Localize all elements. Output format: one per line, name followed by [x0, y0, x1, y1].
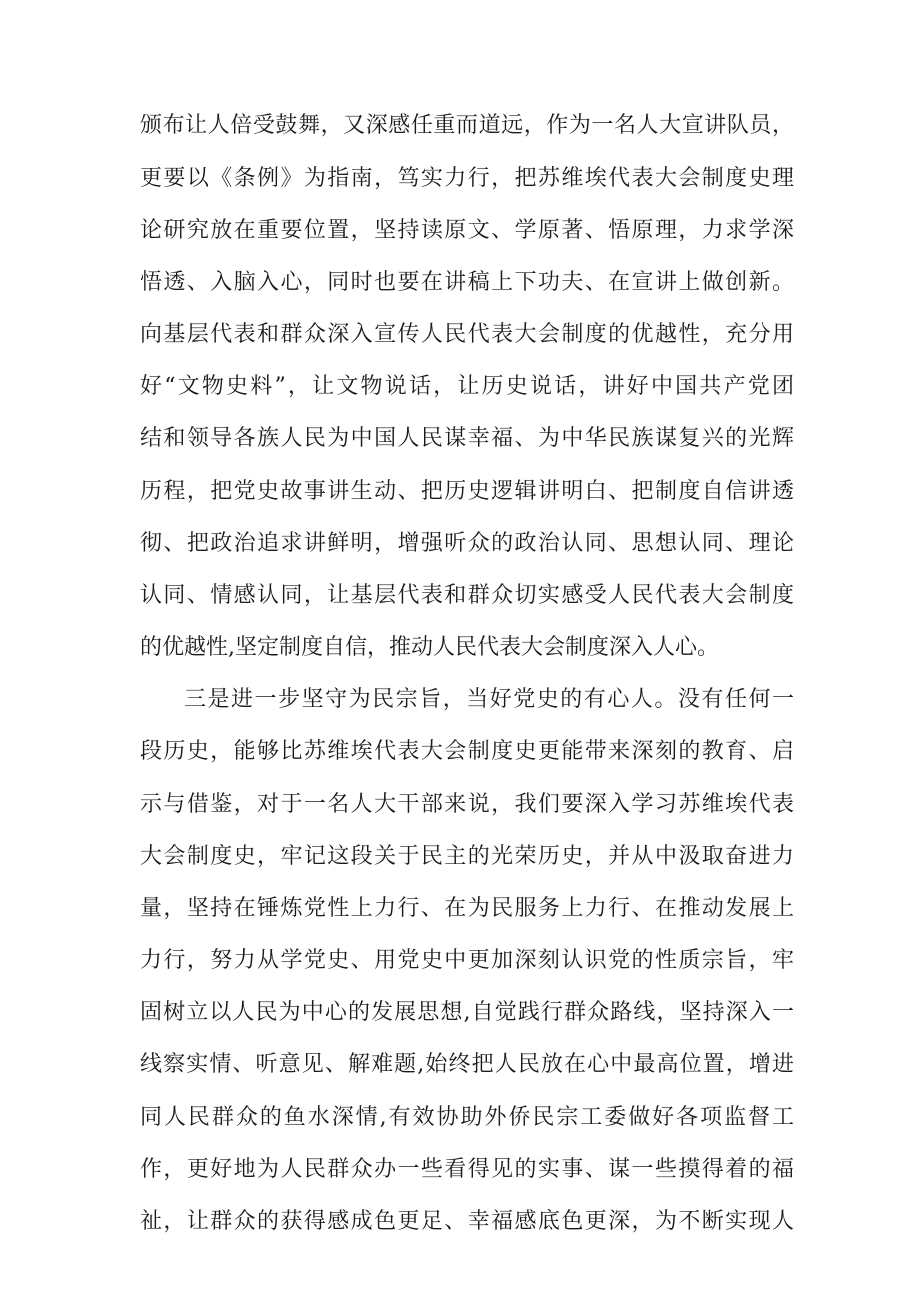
- text-line-8: 历程，把党史故事讲生动、把历史逻辑讲明白、把制度自信讲透: [140, 479, 794, 504]
- text-line-16: 量，坚持在锤炼党性上力行、在为民服务上力行、在推动发展上: [140, 896, 794, 921]
- text-line-19: 线察实情、听意见、解难题,始终把人民放在心中最高位置，增进: [140, 1052, 794, 1077]
- text-line-11: 的优越性,坚定制度自信，推动人民代表大会制度深入人心。: [140, 635, 719, 660]
- text-line-21: 作，更好地为人民群众办一些看得见的实事、谋一些摸得着的福: [140, 1157, 794, 1182]
- text-line-7: 结和领导各族人民为中国人民谋幸福、为中华民族谋复兴的光辉: [140, 426, 794, 451]
- text-line-17: 力行，努力从学党史、用党史中更加深刻认识党的性质宗旨，牢: [140, 948, 794, 973]
- text-line-12: 三是进一步坚守为民宗旨，当好党史的有心人。没有任何一: [184, 687, 794, 712]
- text-line-1: 颁布让人倍受鼓舞，又深感任重而道远，作为一名人大宣讲队员，: [140, 113, 794, 138]
- text-line-3: 论研究放在重要位置，坚持读原文、学原著、悟原理，力求学深: [140, 218, 794, 243]
- text-line-5: 向基层代表和群众深入宣传人民代表大会制度的优越性，充分用: [140, 322, 794, 347]
- text-line-4: 悟透、入脑入心，同时也要在讲稿上下功夫、在宣讲上做创新。: [140, 270, 794, 295]
- text-line-20: 同人民群众的鱼水深情,有效协助外侨民宗工委做好各项监督工: [140, 1105, 794, 1130]
- text-line-10: 认同、情感认同，让基层代表和群众切实感受人民代表大会制度: [140, 583, 794, 608]
- text-line-18: 固树立以人民为中心的发展思想,自觉践行群众路线，坚持深入一: [140, 1000, 794, 1025]
- text-line-22: 祉，让群众的获得感成色更足、幸福感底色更深，为不断实现人: [140, 1209, 794, 1234]
- text-line-2: 更要以《条例》为指南，笃实力行，把苏维埃代表大会制度史理: [140, 166, 794, 191]
- text-line-13: 段历史，能够比苏维埃代表大会制度史更能带来深刻的教育、启: [140, 739, 794, 764]
- text-line-15: 大会制度史，牢记这段关于民主的光荣历史，并从中汲取奋进力: [140, 844, 794, 869]
- text-line-14: 示与借鉴，对于一名人大干部来说，我们要深入学习苏维埃代表: [140, 792, 794, 817]
- text-line-9: 彻、把政治追求讲鲜明，增强听众的政治认同、思想认同、理论: [140, 531, 794, 556]
- text-line-6: 好“文物史料”，让文物说话，让历史说话，讲好中国共产党团: [140, 374, 794, 399]
